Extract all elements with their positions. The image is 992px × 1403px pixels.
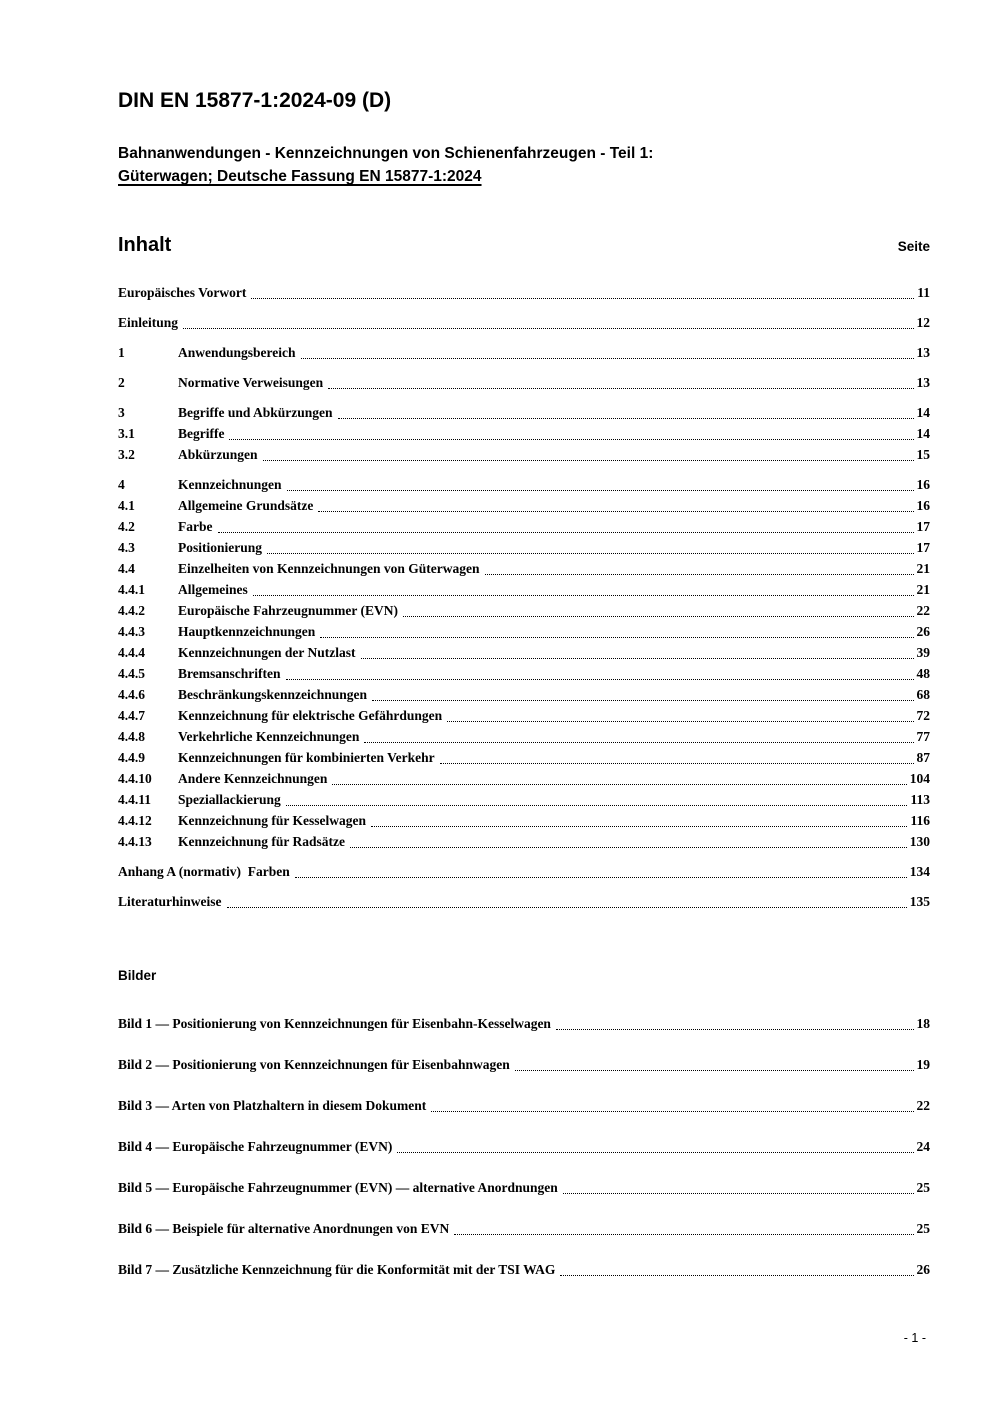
dotted-leader (218, 532, 914, 533)
toc-entry-number: 4.4 (118, 561, 135, 576)
dotted-leader (287, 490, 914, 491)
dotted-leader (371, 826, 907, 827)
figure-entry-page: 24 (916, 1139, 930, 1154)
toc-entry-number: 4.4.10 (118, 771, 152, 786)
dotted-leader (454, 1234, 913, 1235)
figure-entry (118, 1259, 930, 1280)
toc-entry-label: Kennzeichnung für elektrische Gefährdungen (178, 708, 443, 723)
toc-entry-number: 4.3 (118, 540, 135, 555)
page-column-label: Seite (897, 239, 930, 254)
dotted-leader (560, 1275, 913, 1276)
toc-entry (118, 810, 930, 831)
toc-entry (118, 372, 930, 393)
figure-entry-label: Bild 6 — Beispiele für alternative Anordnungen von EVN (118, 1221, 450, 1236)
toc-entry-page: 17 (916, 519, 930, 534)
figure-entry-label: Bild 1 — Positionierung von Kennzeichnungen für Eisenbahn-Kesselwagen (118, 1016, 551, 1031)
toc-entry-label: Europäische Fahrzeugnummer (EVN) (178, 603, 398, 618)
toc-entry-page: 12 (916, 315, 930, 330)
dotted-leader (183, 328, 913, 329)
toc-entry-label: Allgemeines (178, 582, 248, 597)
toc-entry-number: 4.4.4 (118, 645, 145, 660)
toc-entry-label: Literaturhinweise (118, 894, 222, 909)
toc-entry-label: Kennzeichnung für Radsätze (178, 834, 346, 849)
figures-list (118, 1013, 930, 1280)
toc-entry-number: 3.1 (118, 426, 135, 441)
toc-entry-label: Bremsanschriften (178, 666, 281, 681)
toc-entry (118, 705, 930, 726)
toc-entry-page: 16 (916, 498, 930, 513)
figures-heading: Bilder (118, 968, 157, 983)
dotted-leader (253, 595, 914, 596)
toc-entry (118, 516, 930, 537)
toc-entry (118, 579, 930, 600)
toc-entry-label: Kennzeichnungen für kombinierten Verkehr (178, 750, 435, 765)
dotted-leader (286, 679, 914, 680)
toc-entry (118, 891, 930, 912)
figure-entry-page: 25 (916, 1221, 930, 1236)
toc-entry-number: 4 (118, 477, 125, 492)
dotted-leader (229, 439, 913, 440)
dotted-leader (350, 847, 907, 848)
dotted-leader (403, 616, 914, 617)
toc-entry-number: 4.4.3 (118, 624, 145, 639)
toc-entry-page: 104 (909, 771, 930, 786)
dotted-leader (364, 742, 913, 743)
toc-header (118, 234, 930, 257)
toc-entry (118, 600, 930, 621)
toc-entry-page: 48 (916, 666, 930, 681)
dotted-leader (318, 511, 913, 512)
toc-entry-number: 4.2 (118, 519, 135, 534)
toc-entry-number: 4.4.9 (118, 750, 145, 765)
toc-entry (118, 726, 930, 747)
figure-entry-label: Bild 7 — Zusätzliche Kennzeichnung für die Konformität mit der TSI WAG (118, 1262, 556, 1277)
dotted-leader (251, 298, 914, 299)
figure-entry-page: 26 (916, 1262, 930, 1277)
toc-entry-page: 13 (916, 375, 930, 390)
toc-entry-page: 21 (916, 561, 930, 576)
dotted-leader (397, 1152, 913, 1153)
dotted-leader (372, 700, 913, 701)
dotted-leader (301, 358, 914, 359)
toc-entry-number: 4.4.11 (118, 792, 152, 807)
toc-entry-page: 135 (909, 894, 930, 909)
toc-entry-number: 4.4.7 (118, 708, 145, 723)
dotted-leader (361, 658, 914, 659)
doc-number: DIN EN 15877-1:2024-09 (D) (118, 89, 392, 112)
toc-entry-label: Einzelheiten von Kennzeichnungen von Güterwagen (178, 561, 480, 576)
toc-entry-number: 4.4.8 (118, 729, 145, 744)
figure-entry (118, 1013, 930, 1034)
toc-heading: Inhalt (118, 234, 172, 256)
toc-entry-number: 3 (118, 405, 125, 420)
toc-entry (118, 747, 930, 768)
toc-entry-page: 68 (916, 687, 930, 702)
toc-entry (118, 282, 930, 303)
toc-entry-page: 21 (916, 582, 930, 597)
dotted-leader (286, 805, 908, 806)
doc-title (118, 142, 930, 188)
toc-entry-page: 11 (917, 285, 930, 300)
toc-entry-number: 4.1 (118, 498, 135, 513)
toc-entry (118, 474, 930, 495)
dotted-leader (440, 763, 914, 764)
figure-entry (118, 1218, 930, 1239)
dotted-leader (563, 1193, 914, 1194)
toc-entry-page: 116 (910, 813, 930, 828)
toc-entry-page: 22 (916, 603, 930, 618)
toc-entry-number: 4.4.5 (118, 666, 145, 681)
toc-entry-label: Verkehrliche Kennzeichnungen (178, 729, 360, 744)
toc-entry-label: Positionierung (178, 540, 263, 555)
dotted-leader (338, 418, 914, 419)
dotted-leader (515, 1070, 914, 1071)
figure-entry-page: 18 (916, 1016, 930, 1031)
figure-entry-page: 22 (916, 1098, 930, 1113)
dotted-leader (295, 877, 907, 878)
figure-entry (118, 1095, 930, 1116)
toc-entry-number: 1 (118, 345, 125, 360)
toc-entry-page: 17 (916, 540, 930, 555)
toc-entry-page: 26 (916, 624, 930, 639)
toc-entry (118, 558, 930, 579)
toc-entry-page: 134 (909, 864, 930, 879)
toc-entry-page: 15 (916, 447, 930, 462)
toc-entry-page: 113 (910, 792, 930, 807)
toc-entry-label: Speziallackierung (178, 792, 281, 807)
doc-title-line1: Bahnanwendungen - Kennzeichnungen von Schienenfahrzeugen - Teil 1: (118, 145, 654, 162)
dotted-leader (328, 388, 913, 389)
toc-entry-number: 3.2 (118, 447, 135, 462)
toc-entry (118, 444, 930, 465)
toc-entry (118, 663, 930, 684)
toc-entry (118, 768, 930, 789)
toc-entry (118, 537, 930, 558)
dotted-leader (447, 721, 913, 722)
doc-title-line2: Güterwagen; Deutsche Fassung EN 15877-1:2024 (118, 168, 482, 185)
toc-entry (118, 495, 930, 516)
toc-entry (118, 423, 930, 444)
toc-entry-label: Kennzeichnungen (178, 477, 282, 492)
figure-entry-page: 19 (916, 1057, 930, 1072)
toc-entry-label: Farbe (178, 519, 213, 534)
toc-entry-label: Kennzeichnung für Kesselwagen (178, 813, 367, 828)
toc-entry-number: 2 (118, 375, 125, 390)
figure-entry (118, 1054, 930, 1075)
toc-entry-label: Beschränkungskennzeichnungen (178, 687, 368, 702)
toc-entry-label: Allgemeine Grundsätze (178, 498, 314, 513)
toc-entry-number: 4.4.2 (118, 603, 145, 618)
figure-entry-label: Bild 5 — Europäische Fahrzeugnummer (EVN) — alternative Anordnungen (118, 1180, 558, 1195)
figure-entry (118, 1177, 930, 1198)
toc-entry-label: Europäisches Vorwort (118, 285, 247, 300)
toc-entry-page: 14 (916, 426, 930, 441)
figure-entry-page: 25 (916, 1180, 930, 1195)
toc-entry-page: 14 (916, 405, 930, 420)
toc-entry-label: Anwendungsbereich (178, 345, 296, 360)
toc-entry-page: 72 (916, 708, 930, 723)
dotted-leader (556, 1029, 914, 1030)
toc-entry-number: 4.4.6 (118, 687, 145, 702)
figure-entry-label: Bild 4 — Europäische Fahrzeugnummer (EVN) (118, 1139, 393, 1154)
dotted-leader (485, 574, 914, 575)
toc-list (118, 282, 930, 912)
toc-entry-label: Normative Verweisungen (178, 375, 324, 390)
toc-entry-label: Abkürzungen (178, 447, 258, 462)
figure-entry-label: Bild 3 — Arten von Platzhaltern in diesem Dokument (118, 1098, 427, 1113)
toc-entry (118, 342, 930, 363)
dotted-leader (227, 907, 907, 908)
toc-entry (118, 621, 930, 642)
toc-entry-label: Anhang A (normativ) Farben (118, 864, 290, 879)
page-number: - 1 - (903, 1331, 926, 1345)
toc-entry (118, 312, 930, 333)
figure-entry-label: Bild 2 — Positionierung von Kennzeichnungen für Eisenbahnwagen (118, 1057, 510, 1072)
toc-entry-page: 87 (916, 750, 930, 765)
toc-entry-number: 4.4.12 (118, 813, 152, 828)
dotted-leader (267, 553, 913, 554)
toc-entry (118, 861, 930, 882)
toc-entry-page: 13 (916, 345, 930, 360)
dotted-leader (320, 637, 913, 638)
toc-entry-label: Begriffe und Abkürzungen (178, 405, 333, 420)
dotted-leader (431, 1111, 913, 1112)
toc-entry-label: Kennzeichnungen der Nutzlast (178, 645, 356, 660)
toc-entry-page: 39 (916, 645, 930, 660)
dotted-leader (332, 784, 906, 785)
toc-entry-page: 77 (916, 729, 930, 744)
toc-entry-page: 16 (916, 477, 930, 492)
figure-entry (118, 1136, 930, 1157)
toc-entry-label: Einleitung (118, 315, 179, 330)
toc-entry (118, 684, 930, 705)
toc-entry-label: Begriffe (178, 426, 225, 441)
toc-entry-label: Andere Kennzeichnungen (178, 771, 328, 786)
toc-entry-label: Hauptkennzeichnungen (178, 624, 316, 639)
toc-entry-number: 4.4.1 (118, 582, 145, 597)
toc-entry-number: 4.4.13 (118, 834, 152, 849)
toc-entry (118, 831, 930, 852)
toc-entry-page: 130 (909, 834, 930, 849)
toc-entry (118, 402, 930, 423)
dotted-leader (263, 460, 914, 461)
toc-entry (118, 789, 930, 810)
toc-entry (118, 642, 930, 663)
